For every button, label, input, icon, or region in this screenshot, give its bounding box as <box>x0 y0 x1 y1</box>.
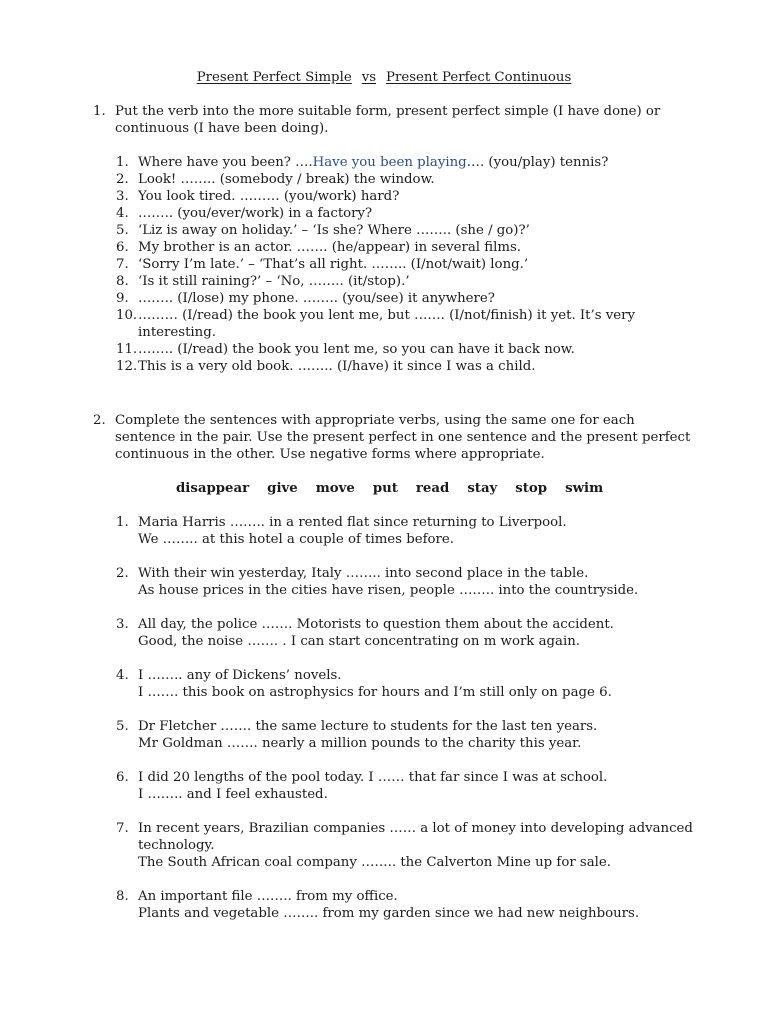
exercise-item <box>116 188 676 205</box>
exercise-item <box>116 171 676 188</box>
item-number: 11. <box>116 342 138 357</box>
item-text: …….. (I/read) the book you lent me, so you can have it back now. <box>138 342 575 357</box>
item-number: 7. <box>116 257 129 272</box>
item-number: 7. <box>116 821 129 836</box>
title-vs: vs <box>361 70 377 85</box>
word-bank-item: read <box>415 481 450 496</box>
exercise-item <box>116 290 676 307</box>
item-number: 2. <box>116 172 129 187</box>
item-number: 1. <box>116 515 129 530</box>
sentence-line: An important file …….. from my office. <box>138 889 398 904</box>
instruction-text: Put the verb into the more suitable form, present perfect simple (I have done) or continuous (I have been doing). <box>115 104 661 136</box>
sentence-line: As house prices in the cities have risen, people …….. into the countryside. <box>138 583 639 598</box>
item-text: My brother is an actor. ……. (he/appear) in several films. <box>138 240 522 255</box>
exercise-item <box>116 154 676 171</box>
section-2-instruction <box>93 412 693 463</box>
sentence-line: Mr Goldman ……. nearly a million pounds to the charity this year. <box>138 736 582 751</box>
item-text: Look! …….. (somebody / break) the window. <box>138 172 435 187</box>
instruction-text: Complete the sentences with appropriate verbs, using the same one for each sentence in the pair. Use the present perfect in one sentence and the present perfect continuous in the other. Use negative forms where appropriate. <box>115 413 691 462</box>
item-number: 6. <box>116 240 129 255</box>
item-number: 5. <box>116 719 129 734</box>
sentence-line: Plants and vegetable …….. from my garden since we had new neighbours. <box>138 906 640 921</box>
sentence-line: I …….. and I feel exhausted. <box>138 787 328 802</box>
item-text: This is a very old book. …….. (I/have) it since I was a child. <box>138 359 536 374</box>
section-1-instruction <box>93 103 693 137</box>
exercise-item <box>116 307 676 341</box>
exercise-item <box>116 358 676 375</box>
sentence-line: In recent years, Brazilian companies …… a lot of money into developing advanced technology. <box>138 821 693 853</box>
item-text: …….. (I/lose) my phone. …….. (you/see) it anywhere? <box>138 291 495 306</box>
sentence-pair <box>116 769 696 803</box>
item-number: 5. <box>116 223 129 238</box>
sentence-line: The South African coal company …….. the Calverton Mine up for sale. <box>138 855 612 870</box>
word-bank-item: move <box>315 481 355 496</box>
item-text: You look tired. ……… (you/work) hard? <box>138 189 400 204</box>
exercise-item <box>116 239 676 256</box>
exercise-item <box>116 222 676 239</box>
word-bank-item: put <box>372 481 398 496</box>
word-bank-item: stay <box>467 481 498 496</box>
sentence-pair <box>116 888 696 922</box>
item-text: ‘Liz is away on holiday.’ – ‘Is she? Where …….. (she / go)?’ <box>138 223 530 238</box>
section-number: 1. <box>93 104 106 119</box>
item-number: 10. <box>116 308 138 323</box>
item-text: ‘Is it still raining?’ – ‘No, …….. (it/stop).’ <box>138 274 410 289</box>
word-bank-item: disappear <box>176 481 250 496</box>
item-text: Where have you been? …. <box>138 155 313 170</box>
sentence-pair <box>116 718 696 752</box>
sentence-line: I …….. any of Dickens’ novels. <box>138 668 342 683</box>
sentence-line: Maria Harris …….. in a rented flat since returning to Liverpool. <box>138 515 567 530</box>
item-number: 2. <box>116 566 129 581</box>
title-left: Present Perfect Simple <box>196 70 352 85</box>
item-number: 9. <box>116 291 129 306</box>
item-text: ……… (I/read) the book you lent me, but ……. (I/not/finish) it yet. It’s very interesting. <box>138 308 636 340</box>
item-text: …….. (you/ever/work) in a factory? <box>138 206 373 221</box>
sentence-line: I did 20 lengths of the pool today. I …… that far since I was at school. <box>138 770 608 785</box>
item-number: 12. <box>116 359 138 374</box>
sentence-pair <box>116 616 696 650</box>
item-number: 6. <box>116 770 129 785</box>
exercise-1-list <box>116 154 676 375</box>
word-bank-item: stop <box>515 481 548 496</box>
item-number: 1. <box>116 155 129 170</box>
sentence-pair <box>116 820 696 871</box>
exercise-item <box>116 341 676 358</box>
sentence-pair <box>116 667 696 701</box>
exercise-item <box>116 205 676 222</box>
item-number: 3. <box>116 189 129 204</box>
word-bank-item: give <box>267 481 298 496</box>
exercise-2-list <box>116 514 696 939</box>
item-text: ‘Sorry I’m late.’ – ‘That’s all right. …….. (I/not/wait) long.’ <box>138 257 529 272</box>
exercise-item <box>116 273 676 290</box>
sentence-line: I ……. this book on astrophysics for hours and I’m still only on page 6. <box>138 685 612 700</box>
item-number: 8. <box>116 274 129 289</box>
section-number: 2. <box>93 413 106 428</box>
exercise-item <box>116 256 676 273</box>
item-number: 4. <box>116 668 129 683</box>
example-answer: Have you been playing <box>312 155 467 170</box>
item-number: 4. <box>116 206 129 221</box>
title-right: Present Perfect Continuous <box>386 70 572 85</box>
sentence-line: We …….. at this hotel a couple of times before. <box>138 532 454 547</box>
word-bank <box>176 480 621 497</box>
item-number: 8. <box>116 889 129 904</box>
sentence-pair <box>116 514 696 548</box>
sentence-line: Dr Fletcher ……. the same lecture to students for the last ten years. <box>138 719 598 734</box>
item-text-after: …. (you/play) tennis? <box>466 155 609 170</box>
word-bank-item: swim <box>565 481 604 496</box>
sentence-line: All day, the police ……. Motorists to question them about the accident. <box>138 617 614 632</box>
page-title <box>0 69 768 86</box>
sentence-line: With their win yesterday, Italy …….. into second place in the table. <box>138 566 589 581</box>
sentence-pair <box>116 565 696 599</box>
item-number: 3. <box>116 617 129 632</box>
sentence-line: Good, the noise ……. . I can start concentrating on m work again. <box>138 634 580 649</box>
